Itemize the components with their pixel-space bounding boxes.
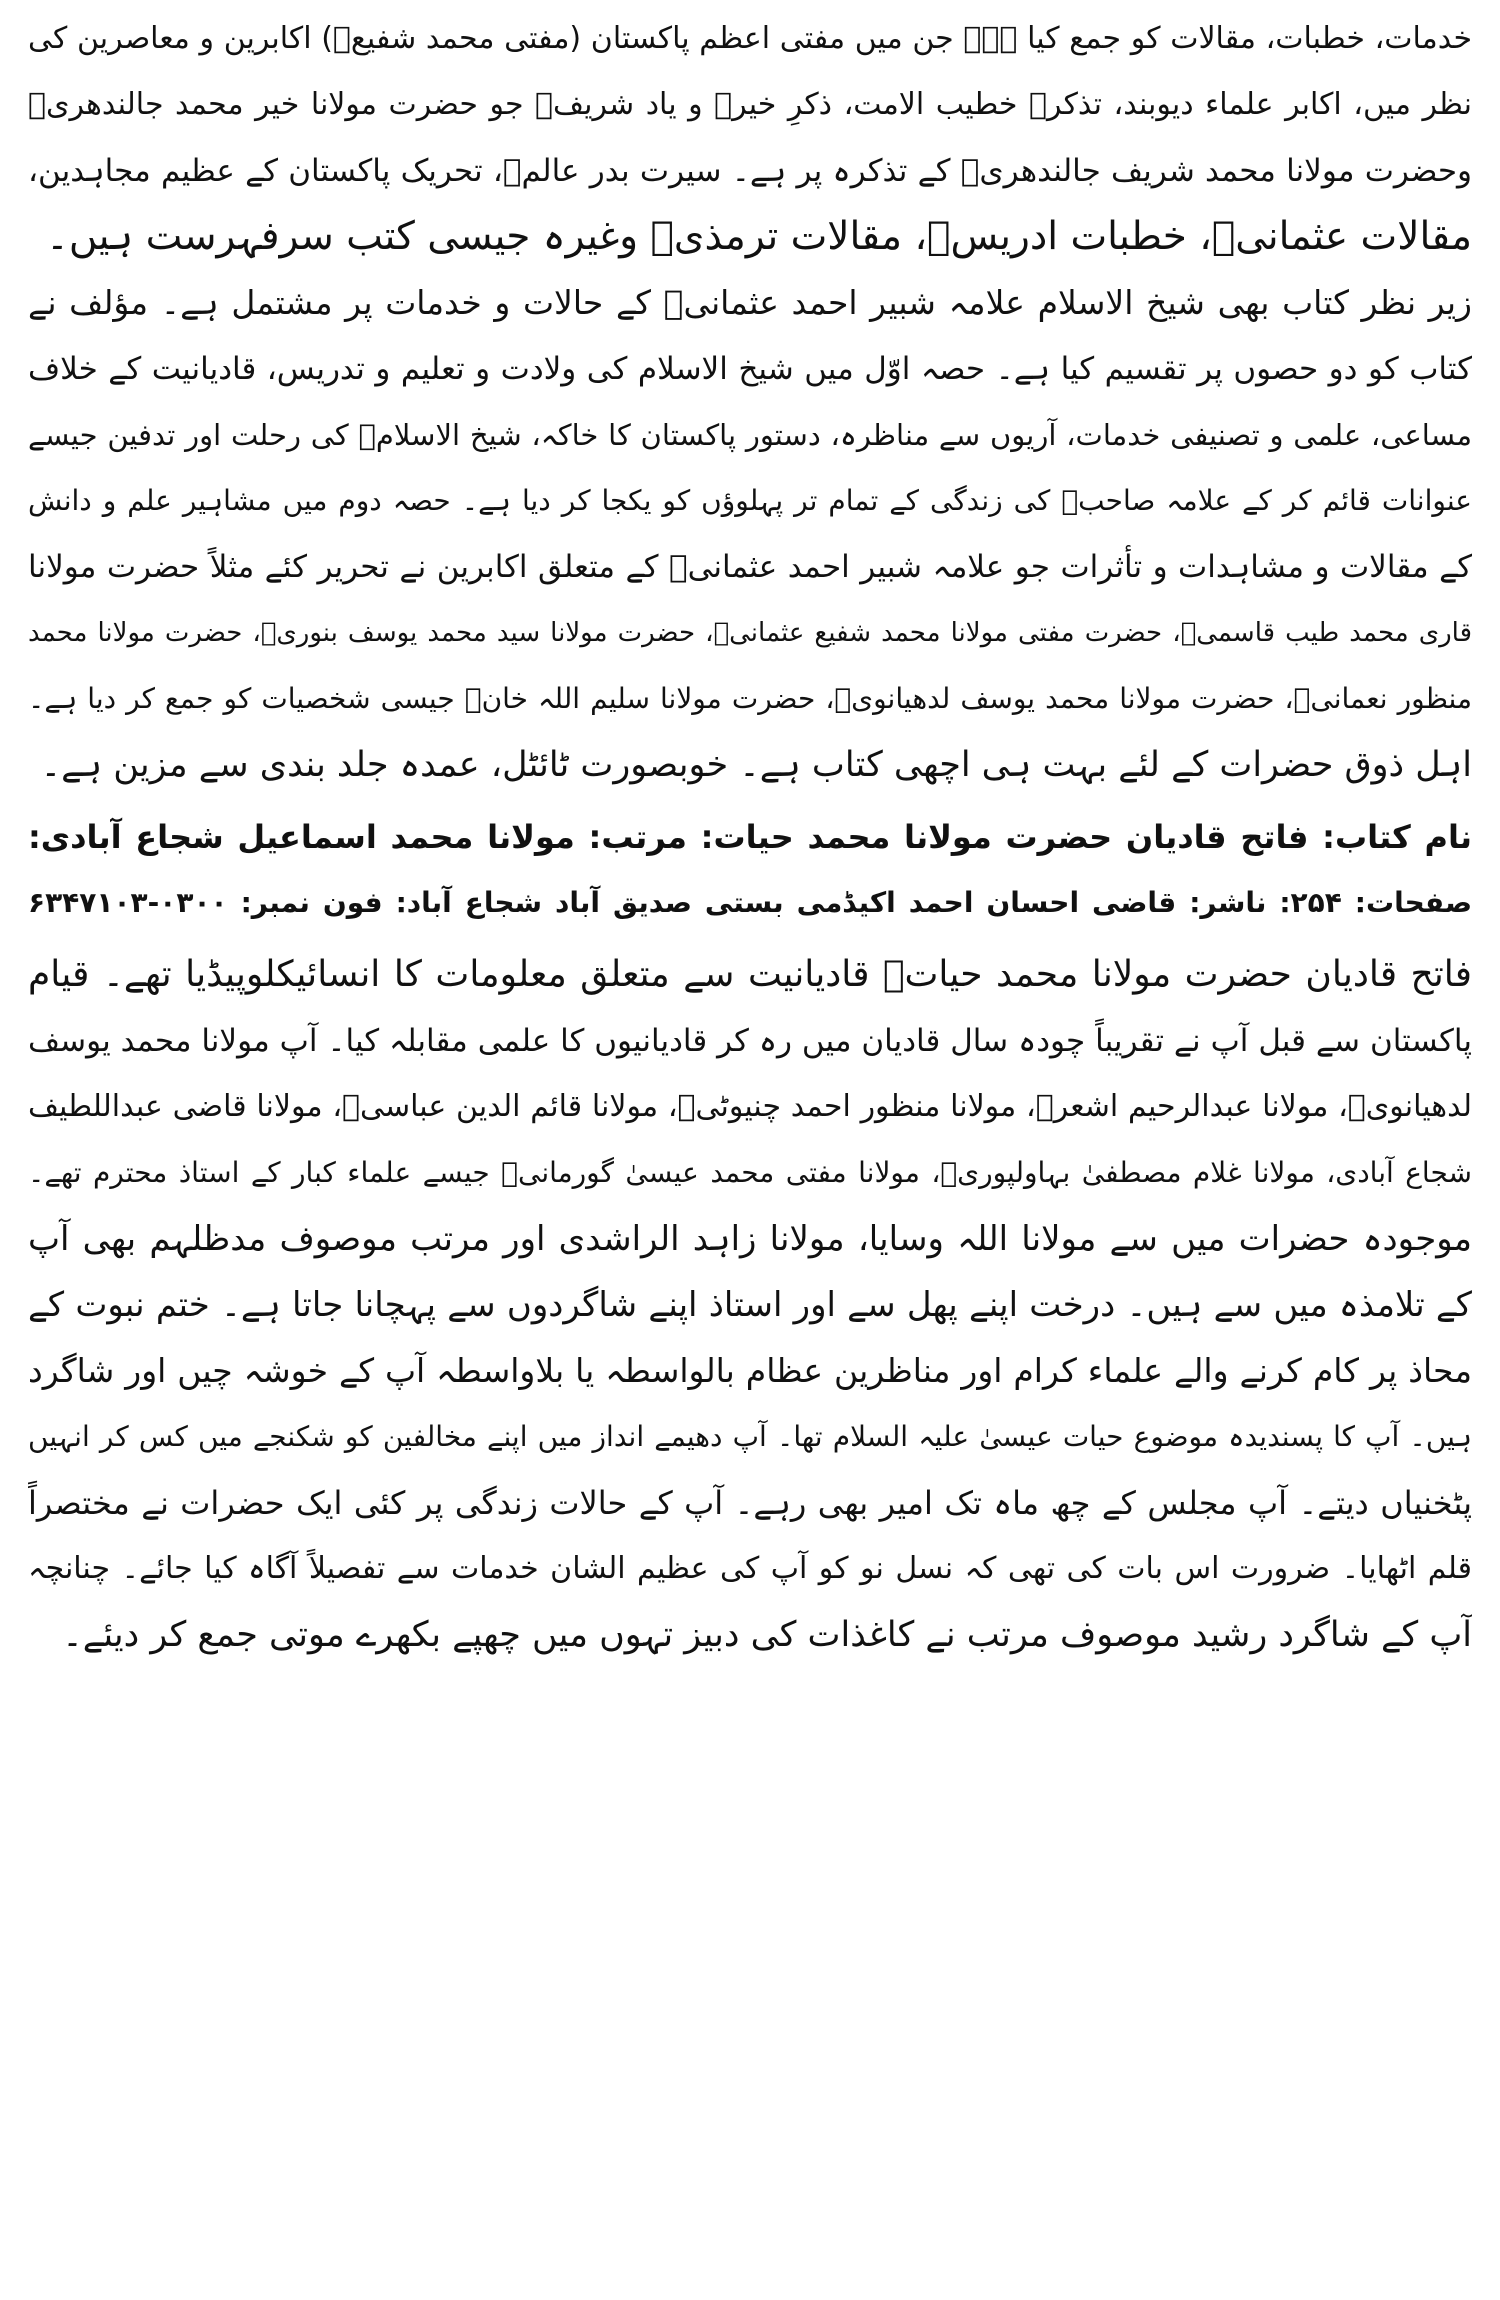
text-line-25: آپ کے شاگرد رشید موصوف مرتب نے کاغذات کی دبیز تہوں میں چھپے بکھرے موتی جمع کر دیئے۔: [62, 1615, 1472, 1655]
text-line-11: منظور نعمانیؒ، حضرت مولانا محمد یوسف لدھیانویؒ، حضرت مولانا سلیم اللہ خانؒ جیسی شخصیات کو جمع کر دیا ہے۔: [28, 682, 1472, 715]
text-line-6: کتاب کو دو حصوں پر تقسیم کیا ہے۔ حصہ اوّل میں شیخ الاسلام کی ولادت و تعلیم و تدریس، قادیانیت کے خلاف: [28, 351, 1472, 387]
text-line-19: موجودہ حضرات میں سے مولانا اللہ وسایا، مولانا زاہد الراشدی اور مرتب موصوف مدظلہم بھی آپ: [28, 1219, 1472, 1259]
text-line-10: قاری محمد طیب قاسمیؒ، حضرت مفتی مولانا محمد شفیع عثمانیؒ، حضرت مولانا سید محمد یوسف بنوریؒ، حضرت مولانا محمد: [28, 618, 1472, 648]
text-line-21: محاذ پر کام کرنے والے علماء کرام اور مناظرین عظام بالواسطہ یا بلاواسطہ آپ کے خوشہ چیں اور شاگرد: [28, 1351, 1472, 1390]
text-line-24: قلم اٹھایا۔ ضرورت اس بات کی تھی کہ نسل نو کو آپ کی عظیم الشان خدمات سے تفصیلاً آگاہ کیا جائے۔ چنانچہ: [28, 1551, 1472, 1586]
text-line-16: پاکستان سے قبل آپ نے تقریباً چودہ سال قادیان میں رہ کر قادیانیوں کا علمی مقابلہ کیا۔ آپ مولانا محمد یوسف: [28, 1023, 1472, 1059]
text-line-18: شجاع آبادی، مولانا غلام مصطفیٰ بہاولپوریؒ، مولانا مفتی محمد عیسیٰ گورمانیؒ جیسے علماء کبار کے استاذ محترم تھے۔: [28, 1156, 1472, 1189]
text-line-9: کے مقالات و مشاہدات و تأثرات جو علامہ شبیر احمد عثمانیؒ کے متعلق اکابرین نے تحریر کئے مثلاً حضرت مولانا: [28, 549, 1472, 585]
text-line-23: پٹخنیاں دیتے۔ آپ مجلس کے چھ ماہ تک امیر بھی رہے۔ آپ کے حالات زندگی پر کئی ایک حضرات نے مختصراً: [28, 1484, 1472, 1522]
text-line-12: اہل ذوق حضرات کے لئے بہت ہی اچھی کتاب ہے۔ خوبصورت ٹائٹل، عمدہ جلد بندی سے مزین ہے۔: [40, 745, 1472, 785]
text-line-2: نظر میں، اکابر علماء دیوبند، تذکرہ خطیب الامت، ذکرِ خیرؒ و یاد شریفؒ جو حضرت مولانا خیر محمد جالندھریؒ: [28, 87, 1472, 122]
book-title-line: نام کتاب: فاتح قادیان حضرت مولانا محمد حیات: مرتب: مولانا محمد اسماعیل شجاع آبادی:: [28, 818, 1472, 856]
text-line-3: وحضرت مولانا محمد شریف جالندھریؒ کے تذکرہ پر ہے۔ سیرت بدر عالمؒ، تحریک پاکستان کے عظیم مجاہدین،: [28, 153, 1472, 189]
text-line-22: ہیں۔ آپ کا پسندیدہ موضوع حیات عیسیٰ علیہ السلام تھا۔ آپ دھیمے انداز میں اپنے مخالفین کو شکنجے میں کس کر انہیں: [28, 1420, 1472, 1453]
text-line-7: مساعی، علمی و تصنیفی خدمات، آریوں سے مناظرہ، دستور پاکستان کا خاکہ، شیخ الاسلامؒ کی رحلت اور تدفین جیسے: [28, 418, 1472, 452]
text-line-5: زیر نظر کتاب بھی شیخ الاسلام علامہ شبیر احمد عثمانیؒ کے حالات و خدمات پر مشتمل ہے۔ مؤلف نے: [28, 283, 1472, 322]
text-line-1: خدمات، خطبات، مقالات کو جمع کیا ہے۔ جن میں مفتی اعظم پاکستان (مفتی محمد شفیعؒ) اکابرین و معاصرین کی: [28, 21, 1472, 56]
text-line-8: عنوانات قائم کر کے علامہ صاحبؒ کی زندگی کے تمام تر پہلوؤں کو یکجا کر دیا ہے۔ حصہ دوم میں مشاہیر علم و دانش: [28, 484, 1472, 517]
text-line-4: مقالات عثمانیؒ، خطبات ادریسؒ، مقالات ترمذیؒ وغیرہ جیسی کتب سرفہرست ہیں۔: [46, 214, 1472, 259]
text-line-15: فاتح قادیان حضرت مولانا محمد حیاتؒ قادیانیت سے متعلق معلومات کا انسائیکلوپیڈیا تھے۔ قیام: [28, 954, 1472, 995]
page-text: [28, 6, 1472, 2294]
text-line-20: کے تلامذہ میں سے ہیں۔ درخت اپنے پھل سے اور استاذ اپنے شاگردوں سے پہچانا جاتا ہے۔ ختم نبوت کے: [28, 1285, 1472, 1325]
publisher-line: صفحات: ۲۵۴: ناشر: قاضی احسان احمد اکیڈمی بستی صدیق آباد شجاع آباد: فون نمبر: ۰۳۰۰-۶۳۴۷۱۰۳: [28, 886, 1472, 919]
text-line-17: لدھیانویؒ، مولانا عبدالرحیم اشعرؒ، مولانا منظور احمد چنیوٹیؒ، مولانا قائم الدین عباسیؒ، مولانا قاضی عبداللطیف: [28, 1089, 1472, 1124]
